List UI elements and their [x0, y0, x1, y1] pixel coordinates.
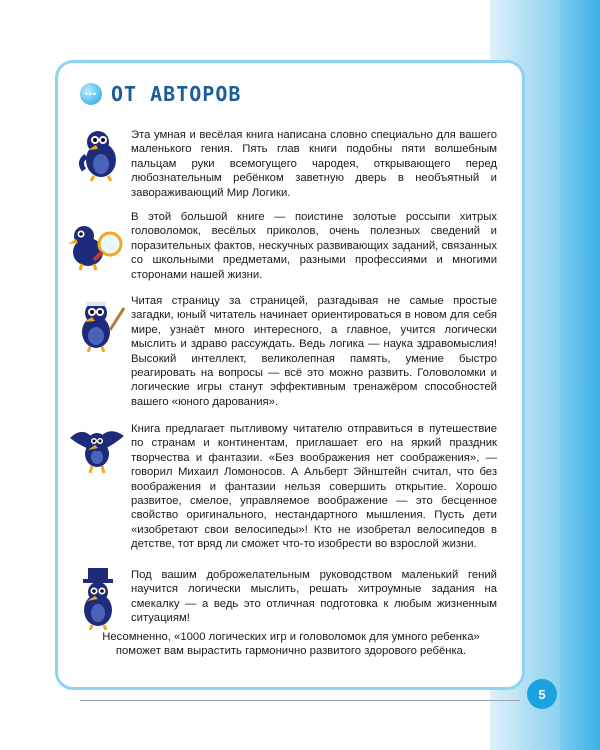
footer-divider	[80, 700, 520, 701]
imagination-paragraph: Книга предлагает пытливому читателю отправиться в путешествие по странам и континентам, приглашает его на яркий праздник творчества и фантазии. «Без воображения нет соображения», — говорил Михаил Ломоносов. А Альберт Эйнштейн считал, что без воображения и фантазии нельзя совершить открытие. Хорошо развитое, смелое, управляемое воображение — это бесценное свойство оригинального, нестандартного мышления. Пусть дети «изобретают свои велосипеды»! Кто не изобретал велосипедов в детстве, тот вряд ли сможет что-то изобрести во взрослой жизни.	[131, 423, 497, 551]
page-number: 5	[527, 679, 557, 709]
intro-paragraph: Эта умная и весёлая книга написана словно специально для вашего маленького гения. Пять глав книги подобны пяти волшебным пальцам руки всемогущего чародея, открывающего перед любознательным ребёнком заветную дверь в необъятный и завораживающий Мир Логики.	[131, 129, 497, 199]
crow-flying-icon	[66, 420, 128, 476]
crow-top-hat-icon	[72, 568, 128, 630]
contents-paragraph: В этой большой книге — поистине золотые россыпи хитрых головоломок, весёлых приколов, очень полезных сведений и поразительных фактов, нескучных развивающих заданий, связанных со школьными предметами, разными профессиями и многими сторонами нашей жизни.	[131, 211, 497, 281]
section-heading	[80, 82, 241, 106]
logic-paragraph: Читая страницу за страницей, разгадывая не самые простые загадки, юный читатель начинает ориентироваться в новом для себя мире, узнаёт много интересного, а главное, учится логически мыслить и здраво рассуждать. Ведь логика — наука здравомыслия! Высокий интеллект, великолепная память, умение быстро реагировать на вопросы — всё это можно развить. Головоломки и логические игры станут эффективным тренажёром способностей вашего «юного дарования».	[131, 295, 497, 408]
conclusion-paragraph: Несомненно, «1000 логических игр и головоломок для умного ребенка» поможет вам вырастить гармонично развитого здорового ребёнка.	[102, 631, 480, 658]
crow-thinking-icon	[74, 126, 128, 182]
crow-pointer-icon	[72, 296, 128, 352]
background-blue-edge	[560, 0, 600, 750]
crow-magnifier-icon	[66, 222, 128, 272]
dots-circle-icon: •••	[80, 83, 102, 105]
section-title: ОТ АВТОРОВ	[111, 82, 242, 106]
guidance-paragraph: Под вашим доброжелательным руководством маленький гений научится логически мыслить, решать хитроумные задания на смекалку — а ведь это отличная подготовка к любым жизненным ситуациям!	[131, 569, 497, 625]
